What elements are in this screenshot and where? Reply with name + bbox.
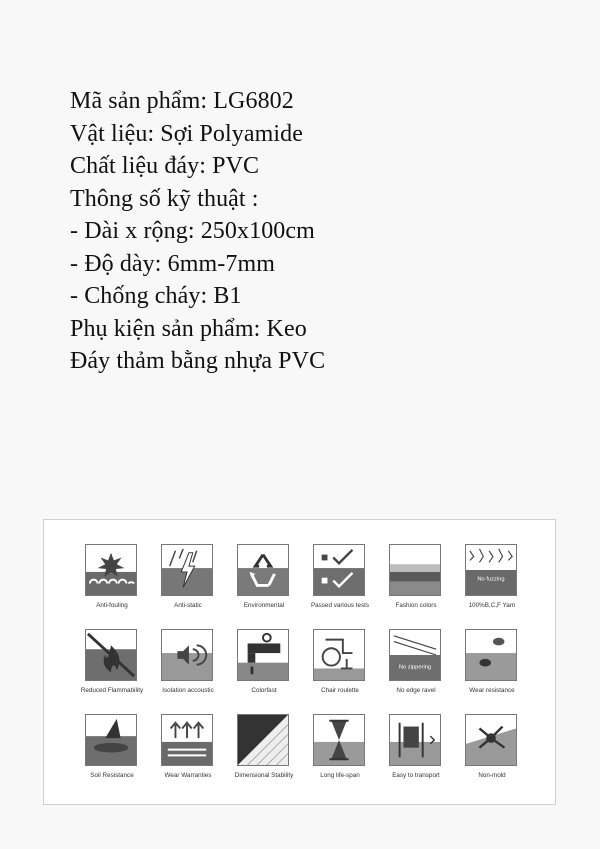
passed-tests-icon [313,544,365,596]
feature-label: Reduced Flammability [80,687,144,694]
feature-chair-roulette [296,629,372,714]
dimensions: - Dài x rộng: 250x100cm [70,218,315,244]
thickness: - Độ dày: 6mm-7mm [70,250,276,277]
hourglass-icon [313,714,365,766]
anti-fouling-icon [85,544,137,596]
feature-label: Wear resistance [469,687,515,694]
feature-wear-warranties [144,714,220,799]
feature-label: Anti-static [174,602,202,609]
chair-icon [313,629,365,681]
product-code: Mã sản phẩm: LG6802 [70,88,294,114]
feature-label: Wear Warranties [164,772,212,779]
feature-label: Colorfast [251,687,277,694]
fashion-colors-icon [389,544,441,596]
roll-icon [389,714,441,766]
product-specs [70,85,570,378]
feature-label: No edge ravel [396,687,436,694]
technical-specs-heading: Thông số kỹ thuật : [70,185,259,212]
feature-anti-static [144,544,220,629]
feature-label: Isolation accoustic [162,687,214,694]
accessories: Phụ kiện sản phẩm: Keo [70,315,307,342]
mold-icon [465,714,517,766]
feature-passed-tests [296,544,372,629]
anti-static-icon [161,544,213,596]
feature-reduced-flammability [68,629,144,714]
feature-soil-resistance [68,714,144,799]
backing-note: Đáy thảm bằng nhựa PVC [70,348,326,374]
feature-colorfast [220,629,296,714]
feature-label: Dimensional Stability [234,772,294,779]
backing-material: Chất liệu đáy: PVC [70,153,260,179]
feature-label: Fashion colors [395,602,437,609]
feature-label: Soil Resistance [90,772,134,779]
feature-dimensional-stability [220,714,296,799]
feature-wear-resistance [448,629,524,714]
faucet-icon [237,629,289,681]
no-fuzzing-text: No fuzzing [477,576,505,583]
fire-rating: - Chống cháy: B1 [70,283,242,309]
feature-easy-to-transport [372,714,448,799]
feature-label: Passed various tests [310,602,370,609]
feature-non-mold [448,714,524,799]
feature-label: Non-mold [478,772,506,779]
material: Vật liệu: Sợi Polyamide [70,120,303,147]
feature-grid [68,544,524,799]
edge-icon [389,629,441,681]
stability-icon [237,714,289,766]
feature-label: Anti-fouling [96,602,128,609]
feature-label: 100%B,C,F Yarn [468,602,516,609]
feature-label: Chair roulette [321,687,359,694]
no-zippering-text: No zippering [398,664,432,671]
arrows-up-icon [161,714,213,766]
environmental-icon [237,544,289,596]
footprints-icon [465,629,517,681]
feature-no-edge-ravel [372,629,448,714]
feature-environmental [220,544,296,629]
stain-icon [85,714,137,766]
feature-icons-panel [43,519,556,805]
feature-label: Long life-span [320,772,360,779]
feature-fashion-colors [372,544,448,629]
feature-isolation-acoustic [144,629,220,714]
acoustic-icon [161,629,213,681]
feature-yarn [448,544,524,629]
feature-label: Environmental [243,602,285,609]
feature-anti-fouling [68,544,144,629]
feature-label: Easy to transport [392,772,440,779]
yarn-icon [465,544,517,596]
feature-long-life-span [296,714,372,799]
flame-icon [85,629,137,681]
